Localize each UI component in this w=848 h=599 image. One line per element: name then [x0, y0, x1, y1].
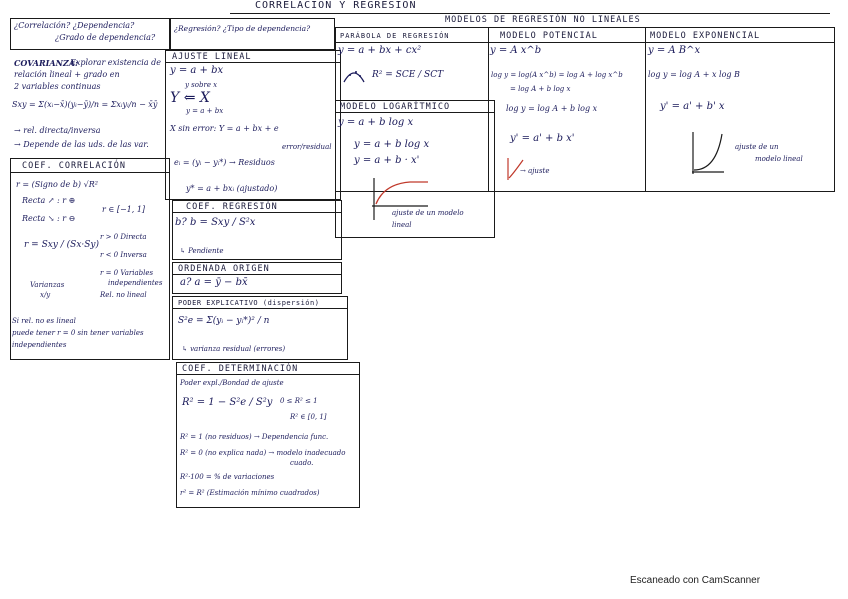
exponencial-eq: y = A B^x [648, 45, 701, 56]
log-caption-1: ajuste de un modelo [392, 209, 464, 217]
b-formula: b? b = Sxy / S²x [175, 217, 256, 228]
poder-header: PODER EXPLICATIVO (dispersión) [178, 299, 320, 307]
potencial-header: MODELO POTENCIAL [500, 31, 598, 41]
r-zero-2: independientes [108, 279, 163, 287]
parabola-header: PARÁBOLA DE REGRESIÓN [340, 32, 450, 40]
exponencial-header: MODELO EXPONENCIAL [650, 31, 761, 41]
r-zero-1: r = 0 Variables [100, 269, 154, 277]
r2-zero-note-1: R² = 0 (no explica nada) → modelo inadecuado [180, 449, 346, 457]
parabola-eq: y = a + bx + cx² [338, 45, 422, 56]
potencial-eq: y = A x^b [490, 45, 542, 56]
determinacion-header: COEF. DETERMINACIÓN [182, 364, 299, 374]
page-title: CORRELACIÓN Y REGRESIÓN [255, 0, 417, 11]
r2-zero-note-2: cuado. [290, 459, 314, 467]
divider-2 [645, 27, 646, 192]
r2-range-1: 0 ≤ R² ≤ 1 [280, 397, 318, 405]
covariance-formula: Sxy = Σ(xᵢ−x̄)(yᵢ−ȳ)/n = Σxᵢyᵢ/n − x̄ȳ [12, 100, 158, 109]
potencial-log-2: = log A + b log x [510, 85, 571, 93]
potencial-ajuste: → ajuste [520, 167, 550, 175]
log-rule [335, 112, 495, 113]
nonlinear-note-1: Si rel. no es lineal [12, 317, 76, 325]
nonlinear-header: MODELOS DE REGRESIÓN NO LINEALES [445, 15, 641, 25]
scanner-footer: Escaneado con CamScanner [630, 575, 761, 586]
parabola-r2: R² = SCE / SCT [372, 70, 444, 80]
potencial-log-3: log y = log A + b log x [506, 104, 598, 113]
recta-negative: Recta ↘ : r ⊖ [22, 214, 76, 223]
log-caption-2: lineal [392, 221, 412, 229]
exponencial-log-1: log y = log A + x log B [648, 70, 740, 79]
title-rule [230, 13, 830, 14]
potencial-log-1: log y = log(A x^b) = log A + log x^b [491, 71, 623, 79]
r-direct: r > 0 Directa [100, 233, 147, 241]
regression-question: ¿Regresión? ¿Tipo de dependencia? [174, 24, 311, 33]
exponencial-curve-icon [690, 130, 726, 180]
exponencial-caption-2: modelo lineal [755, 155, 803, 163]
coef-correlation-rule [10, 172, 170, 173]
potencial-linear: y' = a' + b x' [510, 133, 575, 144]
r-sign: r = (Signo de b) √R² [16, 180, 98, 189]
r-zero-3: Rel. no lineal [100, 291, 147, 299]
log-eq-2: y = a + b log x [354, 139, 430, 150]
r2-estimation-note: r² = R² (Estimación mínimo cuadrados) [180, 489, 320, 497]
covariance-label: COVARIANZA: [14, 58, 78, 68]
covariance-text-2: relación lineal + grado en [14, 70, 120, 79]
log-curve-icon [370, 176, 430, 226]
poder-bondad-label: Poder expl./Bondad de ajuste [180, 379, 284, 387]
r-formula: r = Sxy / (Sx·Sy) [24, 240, 100, 250]
poder-rule [172, 308, 348, 309]
linear-eq-note: y sobre x [185, 81, 218, 89]
log-header: MODELO LOGARÍTMICO [340, 102, 451, 112]
regression-question-box [170, 18, 335, 50]
covariance-text-3: 2 variables continuas [14, 82, 101, 91]
nonlinear-note-2: puede tener r = 0 sin tener variables [12, 329, 144, 337]
r2-range-2: R² ∈ [0, 1] [290, 413, 327, 421]
no-error-eq: X sin error: Y = a + bx + e [170, 124, 279, 133]
ordenada-header: ORDENADA ORIGEN [178, 264, 270, 274]
log-eq-3: y = a + b · x' [354, 155, 420, 166]
residual-variance-label: ↳ varianza residual (errores) [182, 345, 286, 353]
recta-positive: Recta ↗ : r ⊕ [22, 196, 76, 205]
y-from-x-note: y = a + bx [186, 107, 224, 115]
coef-correlation-header: COEF. CORRELACIÓN [22, 161, 126, 171]
residuals-eq: eᵢ = (yᵢ − yᵢ*) → Residuos [174, 158, 275, 167]
s2e-formula: S²e = Σ(yᵢ − yᵢ*)² / n [178, 316, 270, 326]
error-note: error/residual [282, 143, 332, 151]
question-correlation: ¿Correlación? ¿Dependencia? [14, 21, 135, 30]
coef-regresion-rule [172, 212, 342, 213]
r2-percent-note: R²·100 = % de variaciones [180, 473, 275, 481]
coef-regresion-header: COEF. REGRESIÓN [186, 202, 278, 212]
exponencial-caption-1: ajuste de un [735, 143, 779, 151]
nonlinear-note-3: independientes [12, 341, 67, 349]
parabola-curve-icon [342, 66, 366, 88]
r2-one-note: R² = 1 (no residuos) → Dependencia func. [180, 433, 329, 441]
r-inverse: r < 0 Inversa [100, 251, 147, 259]
log-eq-1: y = a + b log x [338, 117, 414, 128]
covariance-note-2: → Depende de las uds. de las var. [14, 140, 149, 149]
nonlinear-header-rule [335, 42, 835, 43]
a-formula: a? a = ȳ − bx̄ [180, 277, 248, 288]
ordenada-rule [172, 274, 342, 275]
covariance-note-1: → rel. directa/inversa [14, 126, 101, 135]
ajuste-lineal-header: AJUSTE LINEAL [172, 52, 252, 62]
question-degree: ¿Grado de dependencia? [55, 33, 156, 42]
r-range: r ∈ [−1, 1] [102, 205, 146, 214]
covariance-text-1: Explorar existencia de [70, 58, 162, 67]
pendiente-label: ↳ Pendiente [180, 247, 224, 255]
fitted-eq: y* = a + bxᵢ (ajustado) [186, 184, 278, 193]
y-from-x: Y ⇐ X [170, 90, 210, 106]
variances-label-2: x/y [40, 291, 51, 299]
r2-formula: R² = 1 − S²e / S²y [182, 397, 273, 408]
linear-eq: y = a + bx [170, 65, 224, 76]
determinacion-rule [176, 374, 360, 375]
exponencial-log-2: y' = a' + b' x [660, 101, 725, 112]
variances-label-1: Varianzas [30, 281, 65, 289]
ajuste-lineal-rule [165, 62, 341, 63]
